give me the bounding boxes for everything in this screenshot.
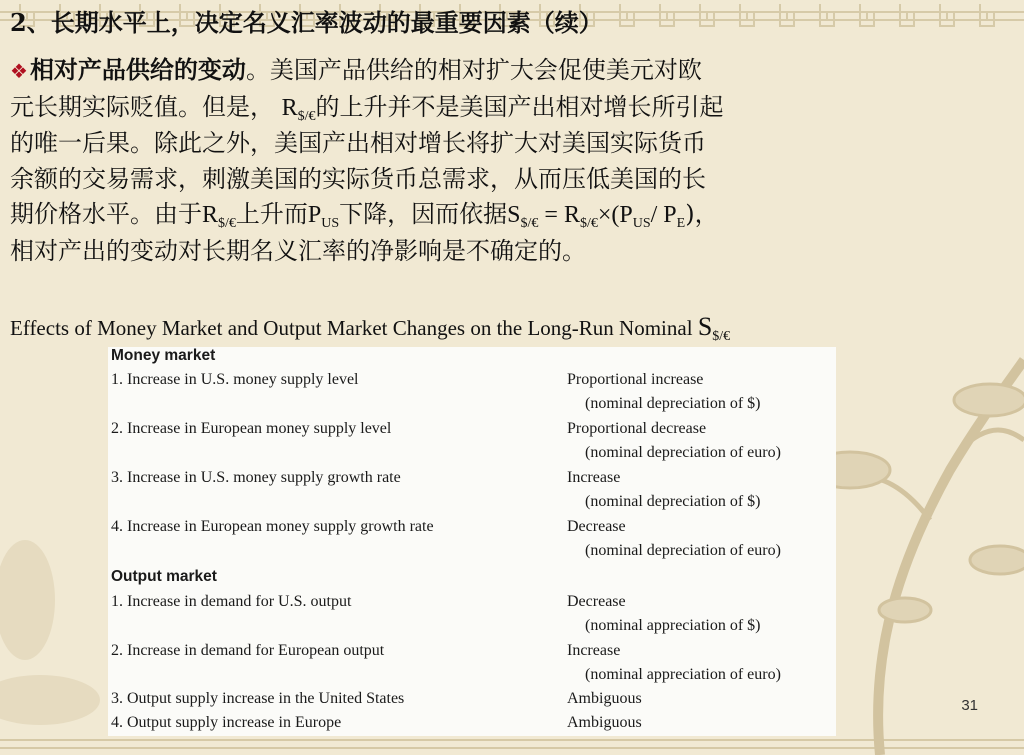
body-line-1: ❖相对产品供给的变动。美国产品供给的相对扩大会促使美元对欧 (10, 55, 702, 84)
money-row-4-detail: (nominal depreciation of euro) (585, 542, 781, 559)
body-paragraph (10, 52, 1020, 269)
output-row-1-label: 1. Increase in demand for U.S. output (111, 593, 352, 610)
diamond-bullet-icon: ❖ (10, 59, 28, 83)
output-row-3-label: 3. Output supply increase in the United States (111, 690, 405, 707)
output-row-2-label: 2. Increase in demand for European output (111, 642, 385, 659)
lead-term: 相对产品供给的变动 (29, 55, 246, 84)
money-row-3-effect: Increase (567, 469, 621, 486)
money-row-2-effect: Proportional decrease (567, 420, 707, 437)
output-market-title: Output market (111, 568, 217, 585)
money-row-1-effect: Proportional increase (567, 371, 704, 388)
money-row-2-detail: (nominal depreciation of euro) (585, 444, 781, 461)
output-row-4-label: 4. Output supply increase in Europe (111, 714, 342, 731)
output-row-4-effect: Ambiguous (567, 714, 642, 731)
body-line-3: 的唯一后果。除此之外，美国产出相对增长将扩大对美国实际货币 (10, 129, 706, 157)
effects-table (108, 347, 836, 736)
body-line-5: 期价格水平。由于$R_{\$/€}$上升而$P_{US}$下降，因而依据$S_{\$/€} = R_{\$/€}\times(P_{US}/$ $P_E$)， (10, 200, 719, 231)
money-row-2-label: 2. Increase in European money supply level (111, 420, 392, 437)
output-row-2-effect: Increase (567, 642, 621, 659)
money-row-1-detail: (nominal depreciation of $) (585, 395, 761, 412)
output-row-3-effect: Ambiguous (567, 690, 642, 707)
money-row-4-effect: Decrease (567, 518, 626, 535)
slide-title: 2、长期水平上，决定名义汇率波动的最重要因素（续） (10, 8, 603, 37)
page-number: 31 (961, 697, 978, 714)
output-row-2-detail: (nominal appreciation of euro) (585, 666, 781, 683)
output-row-1-detail: (nominal appreciation of $) (585, 617, 761, 634)
money-row-3-label: 3. Increase in U.S. money supply growth rate (111, 469, 401, 486)
money-row-3-detail: (nominal depreciation of $) (585, 493, 761, 510)
body-line-4: 余额的交易需求，刺激美国的实际货币总需求，从而压低美国的长 (10, 164, 706, 193)
money-row-1-label: 1. Increase in U.S. money supply level (111, 371, 359, 388)
body-line-6: 相对产出的变动对长期名义汇率的净影响是不确定的。 (10, 236, 586, 265)
table-caption: Effects of Money Market and Output Market Changes on the Long-Run Nominal $S_{\$/€}$ (10, 312, 731, 344)
money-row-4-label: 4. Increase in European money supply growth rate (111, 518, 434, 535)
money-market-title: Money market (111, 347, 216, 364)
output-row-1-effect: Decrease (567, 593, 626, 610)
body-line-2: 元长期实际贬值。但是， $R_{\$/€}$的上升并不是美国产出相对增长所引起 (10, 92, 724, 124)
